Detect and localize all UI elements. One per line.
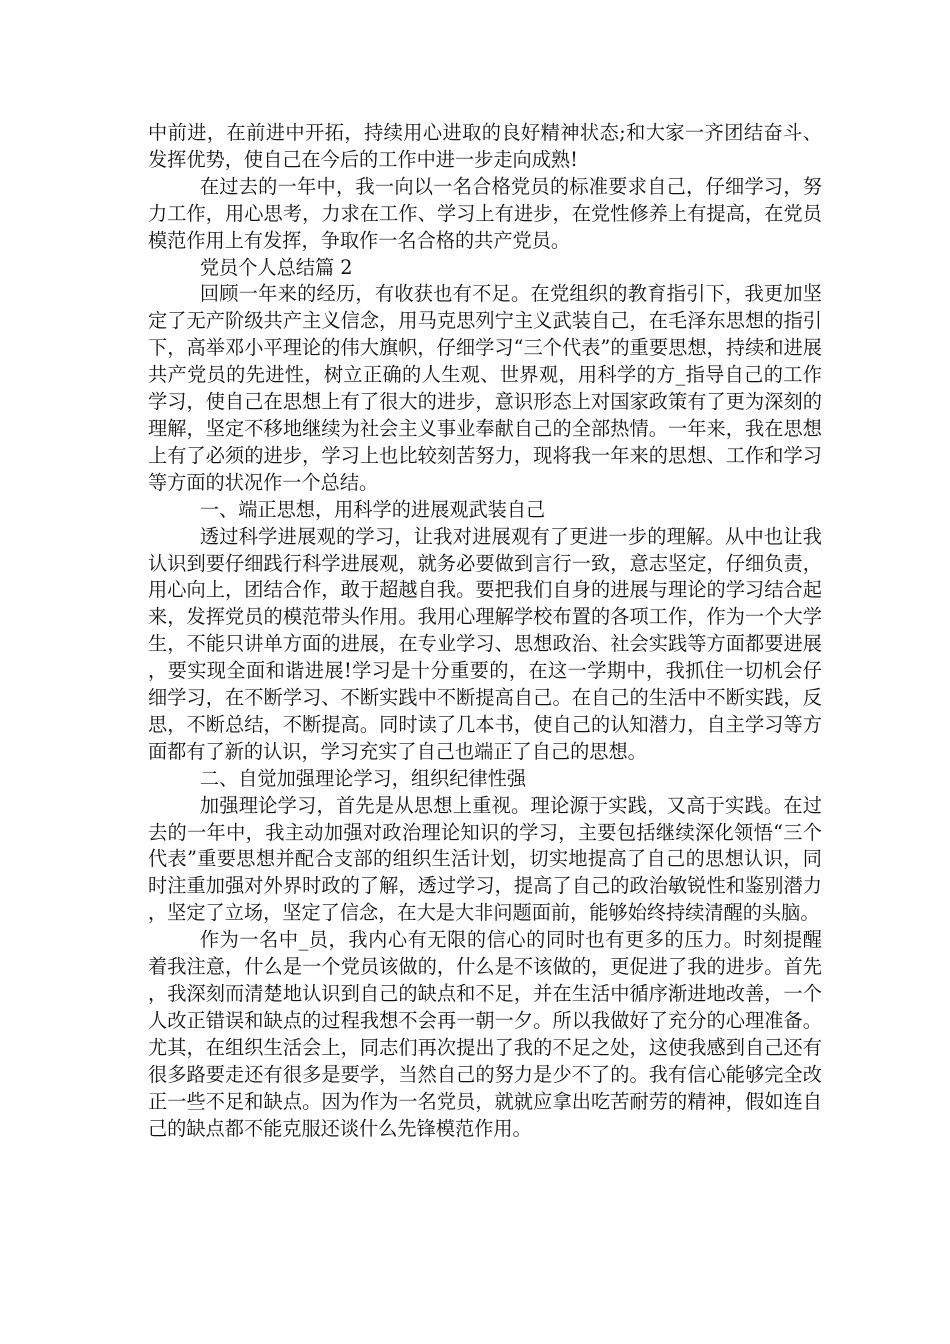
paragraph-continuation: 中前进，在前进中开拓，持续用心进取的良好精神状态;和大家一齐团结奋斗、发挥优势，使自己在今后的工作中进一步走向成熟! [148, 121, 822, 171]
paragraph-self-requirement: 在过去的一年中，我一向以一名合格党员的标准要求自己，仔细学习，努力工作，用心思考，力求在工作、学习上有进步，在党性修养上有提高，在党员模范作用上有发挥，争取作一名合格的共产党员。 [148, 174, 822, 252]
paragraph-theory-study: 加强理论学习，首先是从思想上重视。理论源于实践，又高于实践。在过去的一年中，我主动加强对政治理论知识的学习，主要包括继续深化领悟“三个代表”重要思想并配合支部的组织生活计划，切实地提高了自己的思想认识，同时注重加强对外界时政的了解，透过学习，提高了自己的政治敏锐性和鉴别潜力，坚定了立场，坚定了信念，在大是大非问题面前，能够始终持续清醒的头脑。 [148, 793, 822, 925]
section-title-summary-2: 党员个人总结篇 2 [199, 255, 353, 279]
heading-correct-thinking: 一、端正思想，用科学的进展观武装自己 [199, 497, 546, 521]
heading-theory-study: 二、自觉加强理论学习，组织纪律性强 [199, 766, 527, 790]
paragraph-review: 回顾一年来的经历，有收获也有不足。在党组织的教育指引下，我更加坚定了无产阶级共产主义信念，用马克思列宁主义武装自己，在毛泽东思想的指引下，高举邓小平理论的伟大旗帜，仔细学习“三个代表”的重要思想，持续和进展共产党员的先进性，树立正确的人生观、世界观，用科学的方_指导自己的工作学习，使自己在思想上有了很大的进步，意识形态上对国家政策有了更为深刻的理解，坚定不移地继续为社会主义事业奉献自己的全部热情。一年来，我在思想上有了必须的进步，学习上也比较刻苦努力，现将我一年来的思想、工作和学习等方面的状况作一个总结。 [148, 282, 822, 494]
document-body [148, 120, 822, 1142]
paragraph-scientific-development: 透过科学进展观的学习，让我对进展观有了更进一步的理解。从中也让我认识到要仔细践行科学进展观，就务必要做到言行一致，意志坚定，仔细负责，用心向上，团结合作，敢于超越自我。要把我们自身的进展与理论的学习结合起来，发挥党员的模范带头作用。我用心理解学校布置的各项工作，作为一个大学生，不能只讲单方面的进展，在专业学习、思想政治、社会实践等方面都要进展，要实现全面和谐进展!学习是十分重要的，在这一学期中，我抓住一切机会仔细学习，在不断学习、不断实践中不断提高自己。在自己的生活中不断实践，反思，不断总结，不断提高。同时读了几本书，使自己的认知潜力，自主学习等方面都有了新的认识，学习充实了自己也端正了自己的思想。 [148, 524, 822, 763]
paragraph-self-improvement: 作为一名中_员，我内心有无限的信心的同时也有更多的压力。时刻提醒着我注意，什么是一个党员该做的，什么是不该做的，更促进了我的进步。首先，我深刻而清楚地认识到自己的缺点和不足，并在生活中循序渐进地改善，一个人改正错误和缺点的过程我想不会再一朝一夕。所以我做好了充分的心理准备。尤其，在组织生活会上，同志们再次提出了我的不足之处，这使我感到自己还有很多路要走还有很多是要学，当然自己的努力是少不了的。我有信心能够完全改正一些不足和缺点。因为作为一名党员，就就应拿出吃苦耐劳的精神，假如连自己的缺点都不能克服还谈什么先锋模范作用。 [148, 928, 822, 1140]
